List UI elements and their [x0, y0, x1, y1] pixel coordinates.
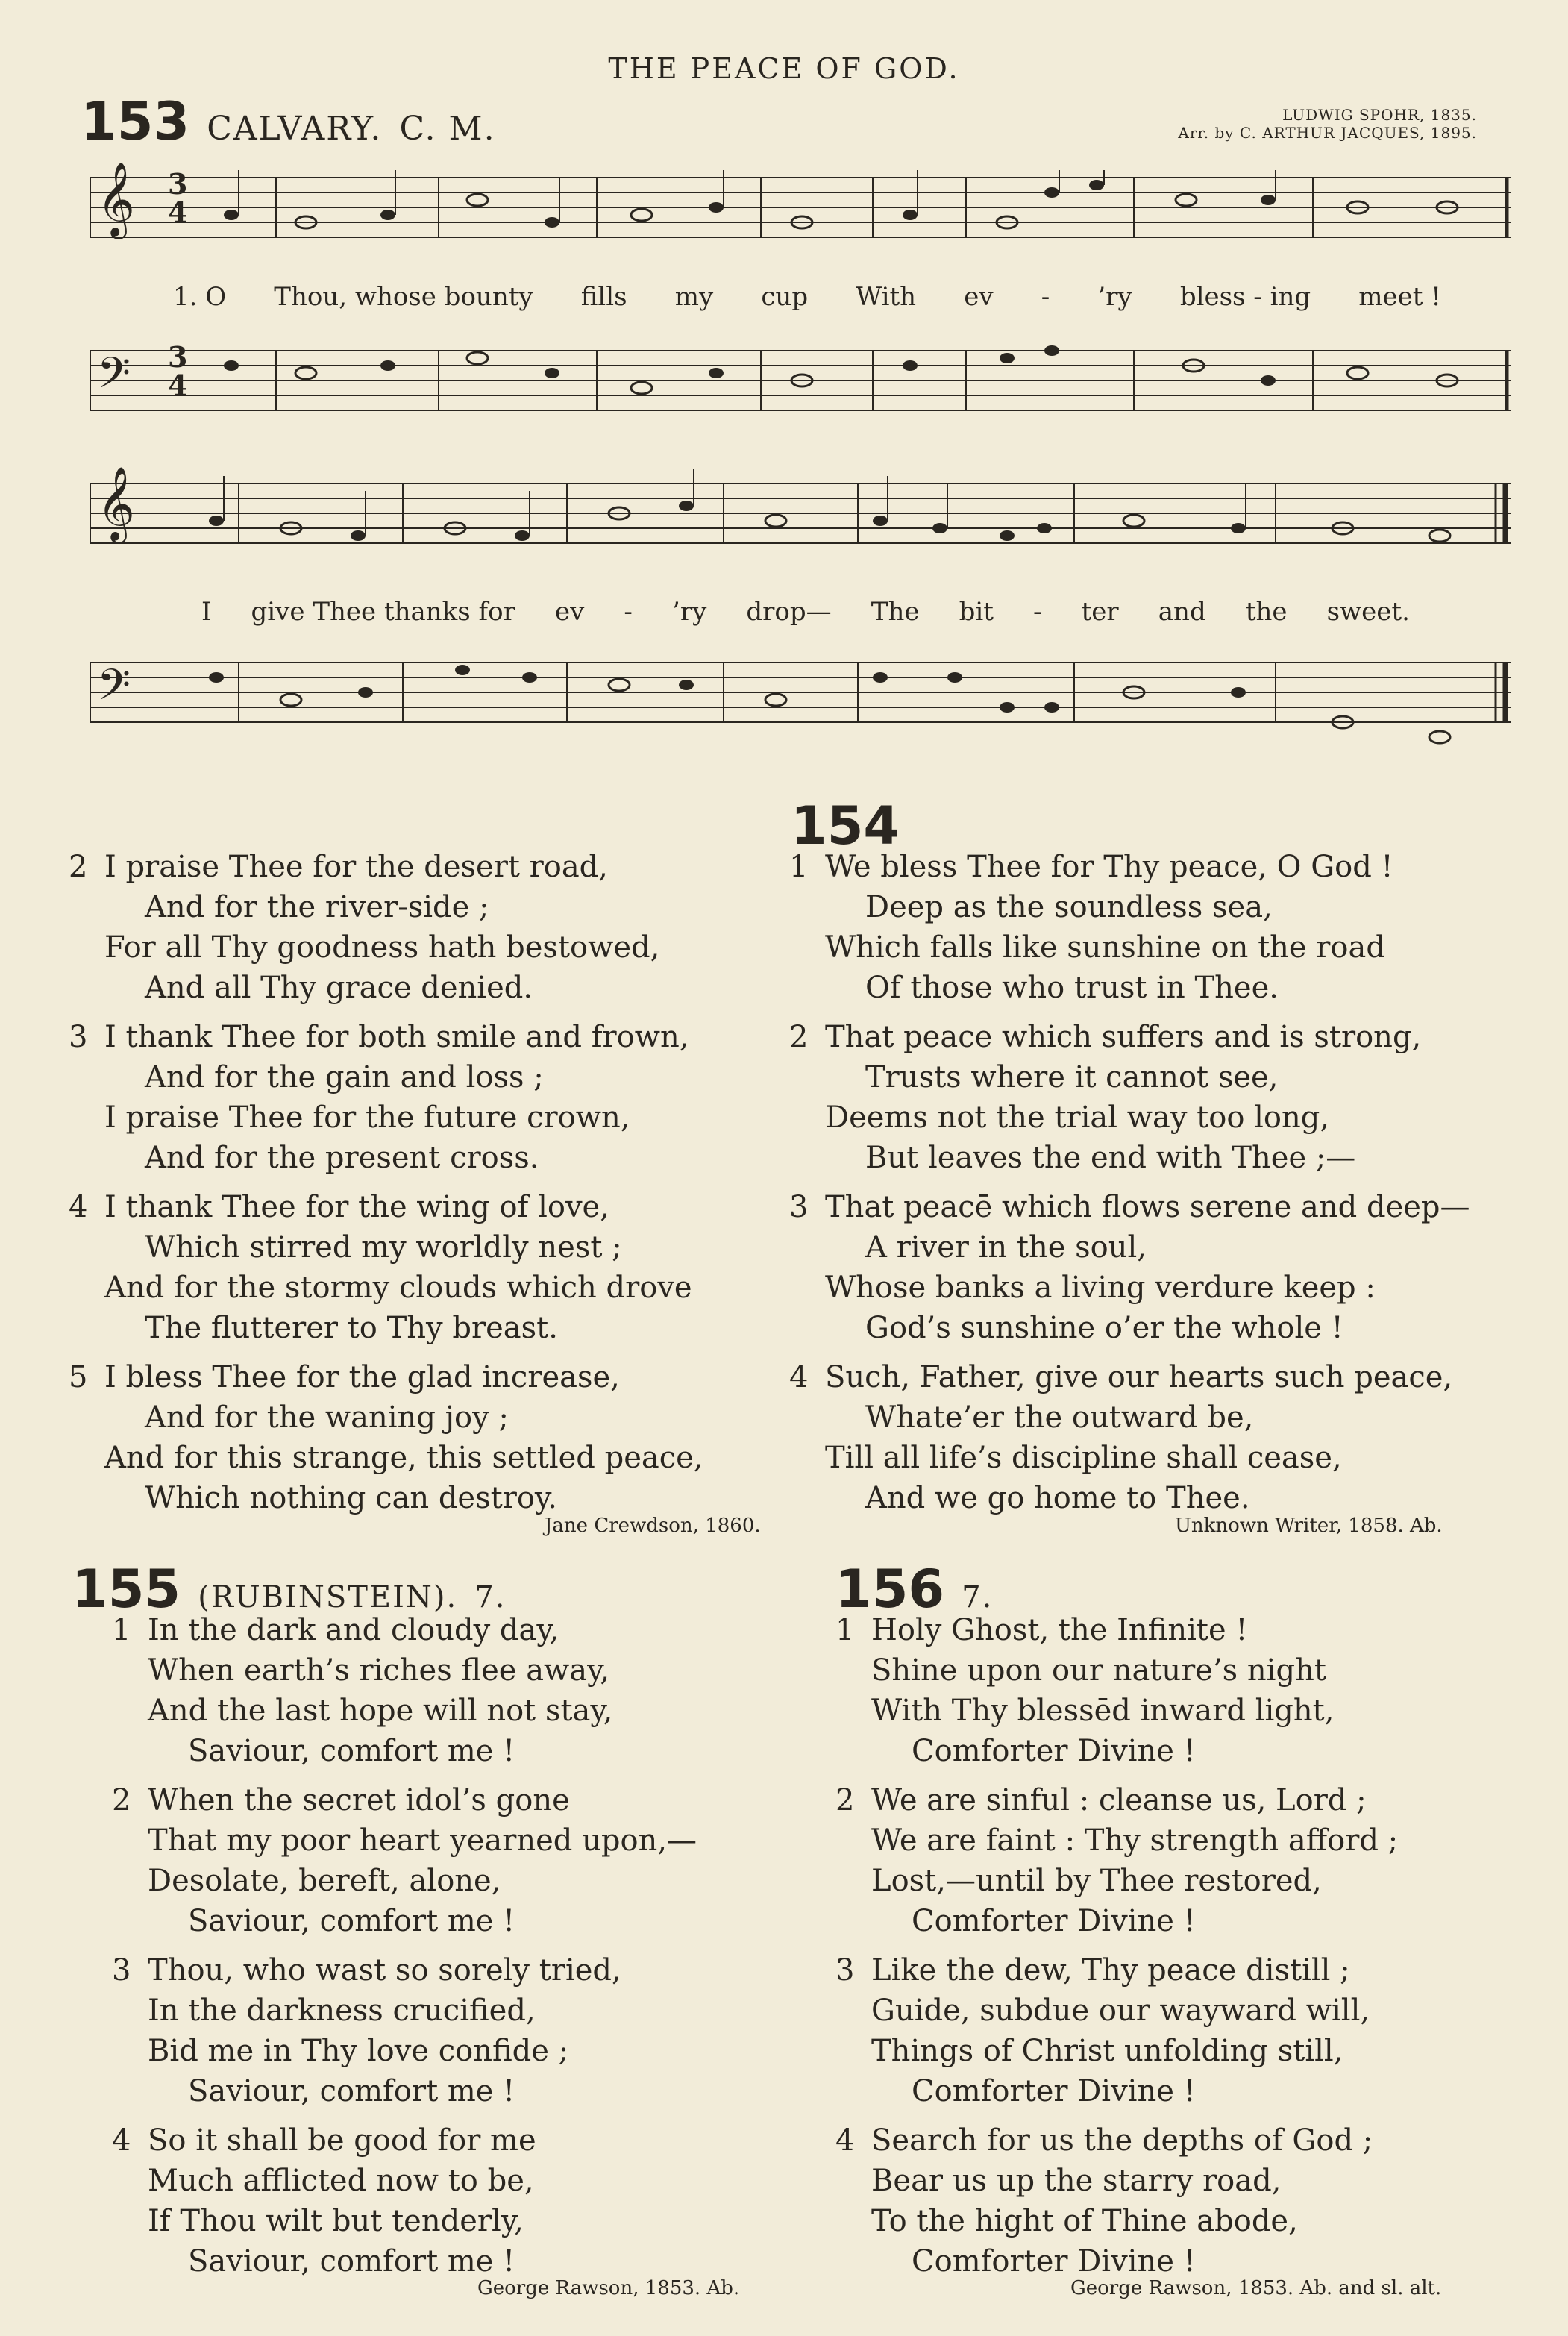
- system-1-bass-staff: [90, 328, 1511, 425]
- verse-4: 4 So it shall be good for me Much afflicted now to be, If Thou wilt but tenderly, Saviour, comfort me !: [112, 2123, 536, 2279]
- bass-clef-icon: 𝄢: [97, 348, 131, 409]
- hymn-156-header: [835, 1559, 994, 1620]
- hymn-number: 155: [72, 1559, 181, 1620]
- meter: C. M.: [399, 110, 496, 148]
- treble-clef-icon: 𝄞: [97, 162, 135, 237]
- time-signature: 3 4: [168, 340, 188, 402]
- verse-4: 4 Such, Father, give our hearts such peace, Whate’er the outward be, Till all life’s discipline shall cease, And we go home to Thee.: [789, 1360, 1453, 1515]
- verse-2: 2 I praise Thee for the desert road, And for the river-side ; For all Thy goodness hath bestowed, And all Thy grace denied.: [69, 850, 660, 1005]
- verse-1: 1 Holy Ghost, the Infinite ! Shine upon our nature’s night With Thy blessēd inward light, Comforter Divine !: [835, 1613, 1335, 1768]
- verse-4: 4 Search for us the depths of God ; Bear us up the starry road, To the hight of Thine abode, Comforter Divine !: [835, 2123, 1373, 2279]
- verse-1: 1 We bless Thee for Thy peace, O God ! Deep as the soundless sea, Which falls like sunshine on the road Of those who trust in Thee.: [789, 850, 1393, 1005]
- hymn-154-author: Unknown Writer, 1858. Ab.: [1175, 1515, 1443, 1537]
- verse-3: 3 That peacē which flows serene and deep— A river in the soul, Whose banks a living verdure keep : God’s sunshine o’er the whole !: [789, 1190, 1470, 1345]
- verse-2: 2 We are sinful : cleanse us, Lord ; We are faint : Thy strength afford ; Lost,—until by Thee restored, Comforter Divine !: [835, 1783, 1399, 1938]
- hymn-154-verses: [789, 847, 1470, 1518]
- bass-staff-svg: [90, 640, 1511, 752]
- meter: 7.: [474, 1580, 507, 1615]
- verse-5: 5 I bless Thee for the glad increase, And for the waning joy ; And for this strange, this settled peace, Which nothing can destroy.: [69, 1360, 703, 1515]
- verse-3: 3 Thou, who wast so sorely tried, In the darkness crucified, Bid me in Thy love confide ; Saviour, comfort me !: [112, 1953, 621, 2108]
- bass-clef-icon: 𝄢: [97, 660, 131, 721]
- composer: LUDWIG SPOHR, 1835.: [1282, 106, 1477, 124]
- hymn-153-author: Jane Crewdson, 1860.: [545, 1515, 761, 1537]
- lyric-line-1: 1. O Thou, whose bounty fills my cup With ev - ’ry bless - ing meet !: [173, 282, 1441, 312]
- arranger: Arr. by C. ARTHUR JACQUES, 1895.: [1178, 124, 1477, 142]
- lyric-line-2: I give Thee thanks for ev - ’ry drop— The bit - ter and the sweet.: [201, 597, 1410, 627]
- treble-staff-svg: [90, 167, 1511, 260]
- hymn-156-author: George Rawson, 1853. Ab. and sl. alt.: [1070, 2277, 1442, 2299]
- verse-3: 3 Like the dew, Thy peace distill ; Guide, subdue our wayward will, Things of Christ unfolding still, Comforter Divine !: [835, 1953, 1370, 2108]
- treble-clef-icon: 𝄞: [97, 466, 135, 541]
- verse-1: 1 In the dark and cloudy day, When earth’s riches flee away, And the last hope will not stay, Saviour, comfort me !: [112, 1613, 613, 1768]
- hymn-153-header: [81, 91, 496, 152]
- system-2-bass-staff: [90, 640, 1511, 752]
- hymn-155-author: George Rawson, 1853. Ab.: [477, 2277, 740, 2299]
- verse-3: 3 I thank Thee for both smile and frown, And for the gain and loss ; I praise Thee for the future crown, And for the present cross.: [69, 1020, 689, 1175]
- system-1-treble-staff: [90, 162, 1511, 260]
- time-signature: 3 4: [168, 167, 188, 229]
- verse-2: 2 When the secret idol’s gone That my poor heart yearned upon,— Desolate, bereft, alone, Saviour, comfort me !: [112, 1783, 697, 1938]
- hymn-number: 156: [835, 1559, 945, 1620]
- hymn-154-number: 154: [791, 795, 900, 857]
- running-head: THE PEACE OF GOD.: [608, 52, 960, 85]
- hymn-155-header: [72, 1559, 507, 1620]
- hymn-156-verses: [835, 1610, 1398, 2282]
- verse-4: 4 I thank Thee for the wing of love, Which stirred my worldly nest ; And for the stormy clouds which drove The flutterer to Thy breast.: [69, 1190, 692, 1345]
- music-credit: [1178, 106, 1477, 142]
- tune-name: (RUBINSTEIN).: [198, 1580, 458, 1615]
- system-2-treble-staff: [90, 466, 1511, 558]
- bass-staff-svg: [90, 328, 1511, 425]
- meter: 7.: [962, 1580, 994, 1615]
- treble-staff-svg: [90, 466, 1511, 558]
- hymn-155-verses: [112, 1610, 697, 2282]
- hymn-153-verses: [69, 847, 703, 1518]
- hymn-number: 153: [81, 91, 190, 152]
- tune-name: CALVARY.: [207, 110, 383, 148]
- verse-2: 2 That peace which suffers and is strong, Trusts where it cannot see, Deems not the trial way too long, But leaves the end with Thee ;—: [789, 1020, 1422, 1175]
